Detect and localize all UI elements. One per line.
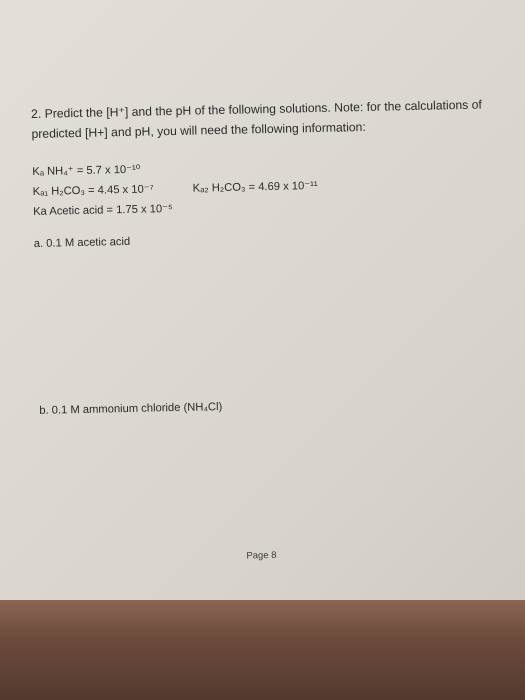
ka1-h2co3: Kₐ₁ H₂CO₃ = 4.45 x 10⁻⁷ xyxy=(32,183,154,198)
table-surface xyxy=(0,600,525,700)
question-text xyxy=(31,94,512,144)
ka-acetic: Ka Acetic acid = 1.75 x 10⁻⁵ xyxy=(33,203,173,218)
question-line-2: predicted [H+] and pH, you will need the following information: xyxy=(31,119,366,141)
part-a: a. 0.1 M acetic acid xyxy=(33,235,131,250)
constants-info xyxy=(32,159,318,222)
part-b: b. 0.1 M ammonium chloride (NH₄Cl) xyxy=(39,401,223,417)
ka-nh4: Kₐ NH₄⁺ = 5.7 x 10⁻¹⁰ xyxy=(32,163,141,178)
bleed-through-text xyxy=(34,286,514,296)
ka2-h2co3: Kₐ₂ H₂CO₃ = 4.69 x 10⁻¹¹ xyxy=(192,179,318,195)
question-line-1: 2. Predict the [H⁺] and the pH of the following solutions. Note: for the calculations of xyxy=(30,97,482,121)
page-number: Page 8 xyxy=(246,549,277,562)
